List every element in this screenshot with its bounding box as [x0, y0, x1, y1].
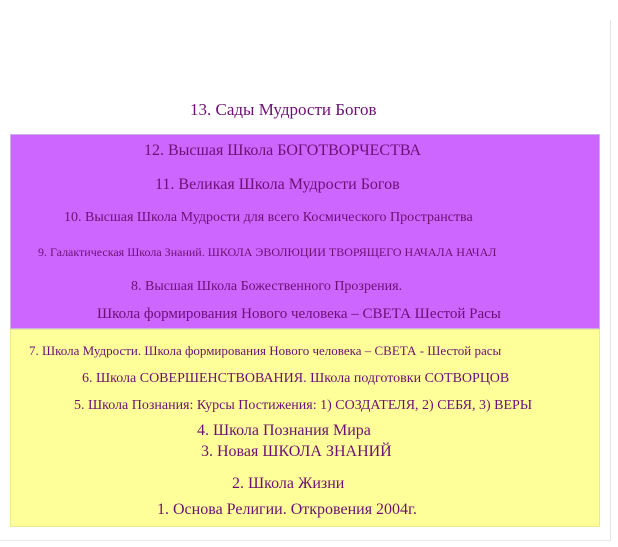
school-level-9: 9. Галактическая Школа Знаний. ШКОЛА ЭВОЛЮЦИИ ТВОРЯЩЕГО НАЧАЛА НАЧАЛ — [38, 245, 497, 259]
frame-right-edge — [610, 20, 611, 540]
school-level-10: 10. Высшая Школа Мудрости для всего Космического Пространства — [64, 210, 473, 225]
new-human-school: Школа формирования Нового человека – СВЕТА Шестой Расы — [97, 306, 501, 322]
school-level-13: 13. Сады Мудрости Богов — [190, 100, 377, 119]
school-level-12: 12. Высшая Школа БОГОТВОРЧЕСТВА — [144, 142, 422, 159]
school-level-7: 7. Школа Мудрости. Школа формирования Нового человека – СВЕТА - Шестой расы — [29, 343, 502, 358]
frame-bottom-edge — [0, 540, 611, 541]
school-level-11: 11. Великая Школа Мудрости Богов — [155, 176, 400, 193]
school-level-8: 8. Высшая Школа Божественного Прозрения. — [131, 279, 403, 294]
school-level-5: 5. Школа Познания: Курсы Постижения: 1) СОЗДАТЕЛЯ, 2) СЕБЯ, 3) ВЕРЫ — [74, 398, 533, 413]
school-level-4: 4. Школа Познания Мира — [197, 422, 371, 439]
school-level-6: 6. Школа СОВЕРШЕНСТВОВАНИЯ. Школа подготовки СОТВОРЦОВ — [82, 371, 510, 386]
school-level-3: 3. Новая ШКОЛА ЗНАНИЙ — [201, 443, 392, 460]
upper-schools-block — [10, 134, 600, 329]
school-level-2: 2. Школа Жизни — [232, 475, 345, 492]
school-level-1: 1. Основа Религии. Откровения 2004г. — [157, 501, 417, 518]
